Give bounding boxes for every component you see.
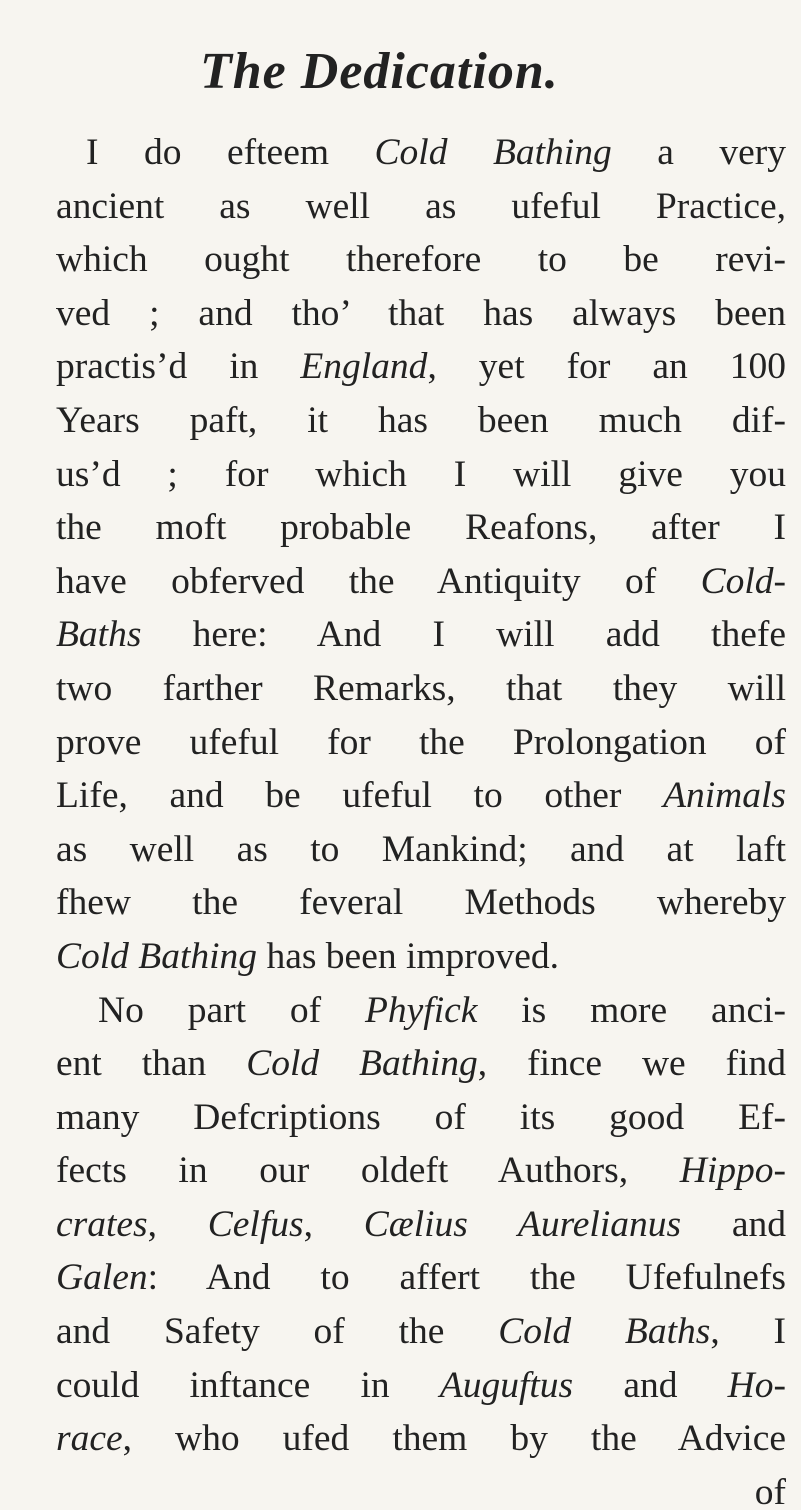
text-line (56, 984, 786, 1038)
text-segment: has been improved. (257, 935, 560, 977)
text-line (56, 930, 786, 984)
text-segment: fects in our oldeft Authors, (56, 1150, 680, 1192)
text-segment: , who ufed them by the Advice (122, 1418, 786, 1460)
text-line (56, 1091, 786, 1145)
text-line (56, 769, 786, 823)
text-segment: I do efteem (86, 132, 375, 173)
text-segment: , (303, 1203, 364, 1245)
text-segment: Years paft, it has been much dif- (56, 399, 786, 441)
text-segment: Cold Baths (498, 1311, 711, 1353)
text-segment: which ought therefore to be revi- (56, 239, 786, 281)
text-segment: Auguftus (439, 1364, 574, 1406)
text-line (56, 608, 786, 662)
text-line (56, 340, 786, 394)
text-segment: ancient as well as ufeful Practice, (56, 185, 786, 227)
body-text (56, 126, 786, 1510)
text-segment: practis’d in (56, 346, 301, 388)
text-segment: , I (710, 1311, 787, 1353)
text-line (56, 716, 786, 770)
text-segment: Life, and be ufeful to other (56, 775, 664, 817)
text-segment: here: And I will add thefe (141, 614, 786, 656)
text-segment: , fince we find (477, 1043, 786, 1085)
text-segment: Hippo- (679, 1150, 786, 1192)
text-segment: of (754, 1471, 786, 1510)
text-segment: Animals (663, 775, 786, 817)
text-segment: crates (56, 1203, 148, 1245)
text-line (56, 1037, 786, 1091)
text-segment: Ho- (727, 1364, 786, 1406)
text-segment: and (573, 1364, 728, 1406)
text-segment: many Defcriptions of its good Ef- (56, 1096, 786, 1138)
text-segment: have obferved the Antiquity of (56, 560, 701, 602)
text-segment: No part of (98, 989, 365, 1031)
text-segment: Cold Bathing (56, 935, 258, 977)
text-line (56, 1305, 786, 1359)
text-line (56, 1144, 786, 1198)
text-segment: prove ufeful for the Prolongation of (56, 721, 786, 763)
text-segment: , yet for an 100 (427, 346, 786, 388)
text-line (56, 662, 786, 716)
text-line (56, 233, 786, 287)
text-segment: Phyfick (364, 989, 478, 1031)
text-segment: as well as to Mankind; and at laft (56, 828, 786, 870)
text-line (56, 287, 786, 341)
text-segment: Cold Bathing (374, 132, 612, 173)
text-line (56, 1412, 786, 1466)
text-segment: fhew the feveral Methods whereby (56, 882, 786, 924)
text-segment: ent than (56, 1043, 247, 1085)
text-segment: could inftance in (56, 1364, 440, 1406)
text-segment: a very (611, 132, 786, 173)
text-segment: Galen (56, 1257, 148, 1299)
text-segment: Celfus (207, 1203, 304, 1245)
text-segment: is more anci- (477, 989, 787, 1031)
text-line (56, 501, 786, 555)
text-segment: two farther Remarks, that they will (56, 667, 786, 709)
text-segment: England (300, 346, 428, 388)
text-segment: Cold- (700, 560, 786, 602)
text-segment: Cælius Aurelianus (363, 1203, 682, 1245)
text-segment: Cold Bathing (246, 1043, 478, 1085)
text-segment: Baths (56, 614, 142, 656)
text-segment: the moft probable Reafons, after I (56, 507, 786, 549)
text-line (56, 555, 786, 609)
text-segment: , (147, 1203, 208, 1245)
text-segment: and Safety of the (56, 1311, 499, 1353)
text-line (56, 1251, 786, 1305)
text-segment: : And to affert the Ufefulnefs (147, 1257, 786, 1299)
running-head: The Dedication. (200, 43, 559, 100)
text-line (56, 394, 786, 448)
text-segment: us’d ; for which I will give you (56, 453, 786, 495)
text-line (56, 180, 786, 234)
text-line (56, 1359, 786, 1413)
text-line (56, 1466, 786, 1510)
text-line (56, 126, 786, 180)
text-segment: race (56, 1418, 123, 1460)
text-segment: ved ; and tho’ that has always been (56, 292, 786, 334)
text-line (56, 876, 786, 930)
text-line (56, 1198, 786, 1252)
text-line (56, 823, 786, 877)
text-line (56, 448, 786, 502)
text-segment: and (681, 1203, 786, 1245)
